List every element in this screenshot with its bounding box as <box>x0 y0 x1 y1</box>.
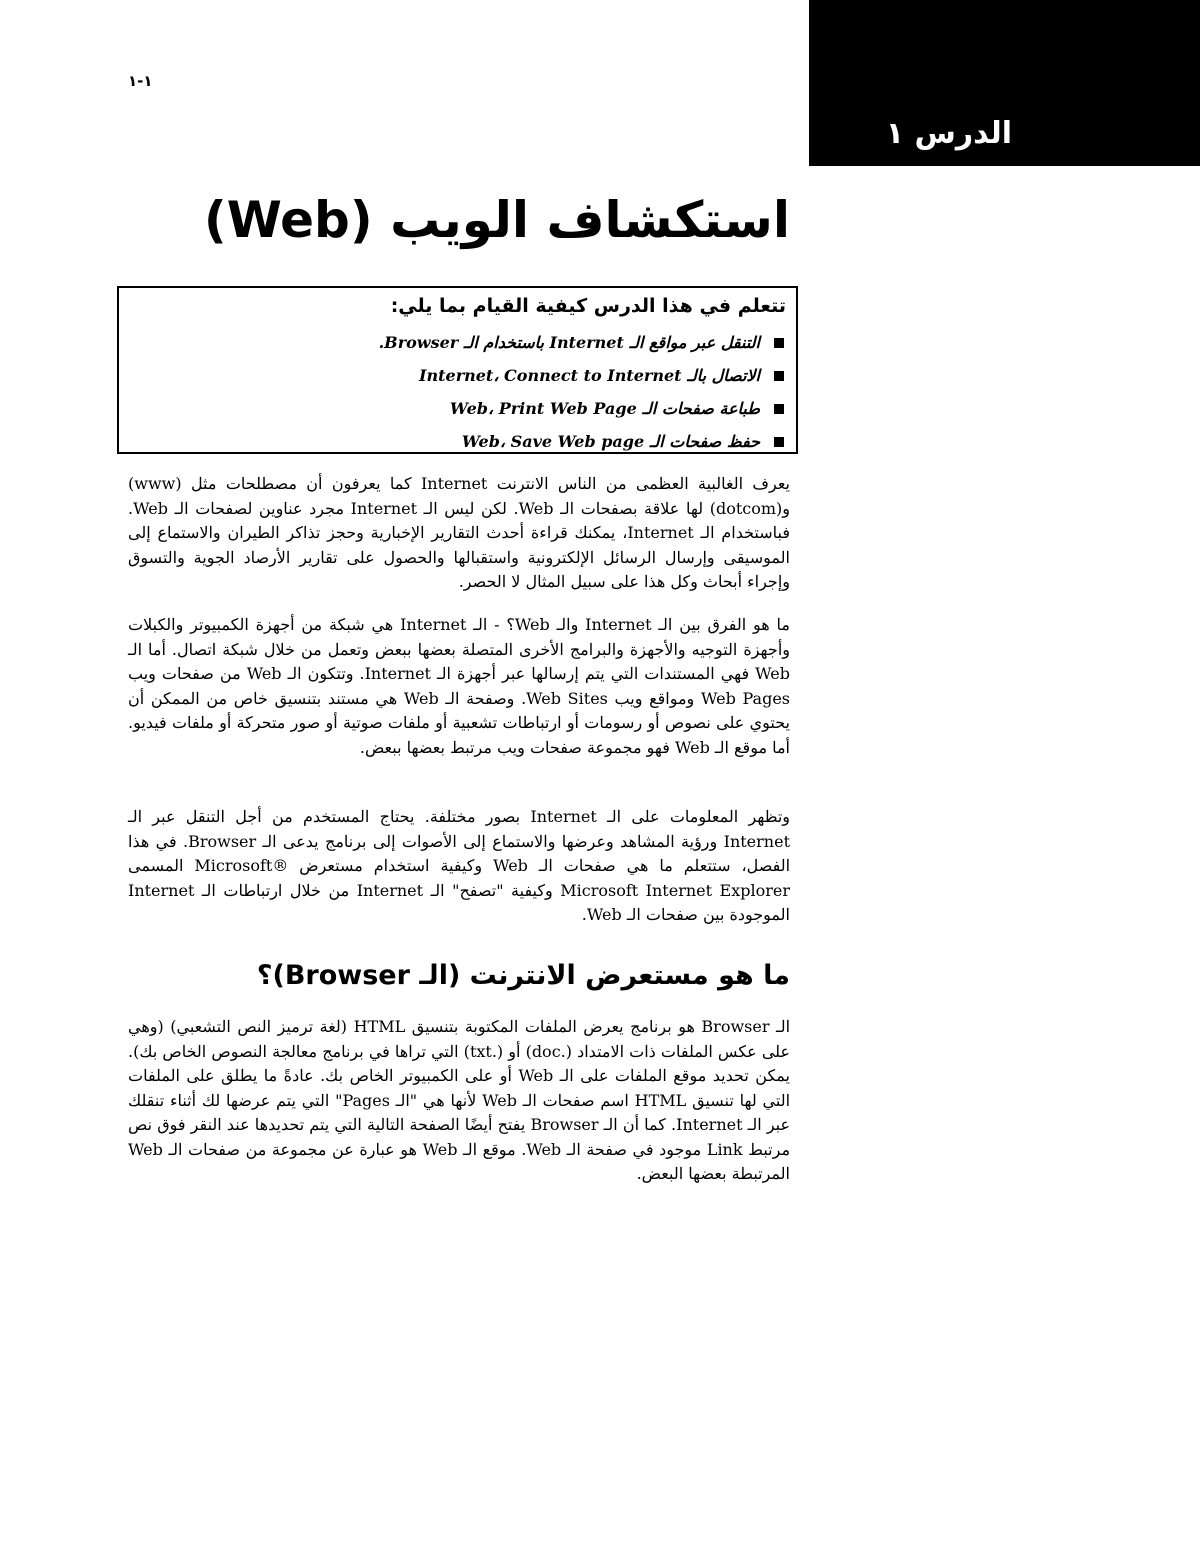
objectives-list <box>129 326 786 458</box>
objective-item <box>129 425 786 458</box>
objectives-heading: تتعلم في هذا الدرس كيفية القيام بما يلي: <box>390 295 786 317</box>
browser-definition-paragraph: الـ Browser هو برنامج يعرض الملفات المكتوبة بتنسيق HTML (لغة ترميز النص التشعبي) (وهي على عكس الملفات ذات الامتداد (.doc) أو (.txt) التي تراها في برنامج معالجة النصوص الخاص بك). يمكن تحديد موقع الملفات على الـ Web أو على الكمبيوتر الخاص بك. عادةً ما يطلق على الملفات التي لها تنسيق HTML اسم صفحات الـ Web لأنها هي "الـ Pages" التي يتم عرضها لك أثناء تنقلك عبر الـ Internet. كما أن الـ Browser يفتح أيضًا الصفحة التالية التي يتم تحديدها عند النقر فوق نص مرتبط Link موجود في صفحة الـ Web. موقع الـ Web هو عبارة عن مجموعة من صفحات الـ Web المرتبطة بعضها البعض. <box>128 1017 791 1183</box>
square-bullet-icon <box>774 404 784 414</box>
objective-text: الاتصال بالـ Internet، Connect to Internet <box>419 366 760 385</box>
browser-intro-paragraph: وتظهر المعلومات على الـ Internet بصور مختلفة. يحتاج المستخدم من أجل التنقل عبر الـ Internet ورؤية المشاهد وعرضها والاستماع إلى الأصوات إلى برنامج يدعى الـ Browser. في هذا الفصل، ستتعلم ما هي صفحات الـ Web وكيفية استخدام مستعرض ®Microsoft المسمى Microsoft Internet Explorer وكيفية "تصفح" الـ Internet من خلال ارتباطات الـ Internet الموجودة بين صفحات الـ Web. <box>128 807 791 924</box>
objectives-box <box>117 286 798 454</box>
objective-item <box>129 326 786 359</box>
square-bullet-icon <box>774 437 784 447</box>
intro-paragraph: يعرف الغالبية العظمى من الناس الانترنت Internet كما يعرفون أن مصطلحات مثل (www) و(dotcom) لها علاقة بصفحات الـ Web. لكن ليس الـ Internet مجرد عناوين لصفحات الـ Web. فباستخدام الـ Internet، يمكنك قراءة أحدث التقارير الإخبارية وحجز تذاكر الطيران والاستماع إلى الموسيقى وإرسال الرسائل الإلكترونية واستقبالها والحصول على تقارير الأرصاد الجوية والتسوق وإجراء أبحاث وكل هذا على سبيل المثال لا الحصر. <box>128 474 791 591</box>
internet-vs-web-paragraph: ما هو الفرق بين الـ Internet والـ Web؟ - الـ Internet هي شبكة من أجهزة الكمبيوتر والكبلات وأجهزة التوجيه والأجهزة والبرامج الأخرى المتصلة بعضها ببعض وتعمل من خلال شبكة اتصال. أما الـ Web فهي المستندات التي يتم إرسالها عبر أجهزة الـ Internet. وتتكون الـ Web من صفحات ويب Web Pages ومواقع ويب Web Sites. وصفحة الـ Web هي مستند بتنسيق خاص من الممكن أن يحتوي على نصوص أو رسومات أو ارتباطات تشعبية أو ملفات صوتية أو صور متحركة أو ملفات فيديو. أما موقع الـ Web فهو مجموعة صفحات ويب مرتبط بعضها ببعض. <box>128 615 791 757</box>
square-bullet-icon <box>774 371 784 381</box>
square-bullet-icon <box>774 338 784 348</box>
objective-text: طباعة صفحات الـ Web، Print Web Page <box>449 399 760 418</box>
objective-text: التنقل عبر مواقع الـ Internet باستخدام الـ Browser. <box>378 333 760 352</box>
objective-item <box>129 359 786 392</box>
section-heading: ما هو مستعرض الانترنت (الـ Browser)؟ <box>256 960 790 991</box>
page-title: استكشاف الويب (Web) <box>203 191 790 249</box>
page-number: ١-١ <box>128 72 153 90</box>
objective-text: حفظ صفحات الـ Web، Save Web page <box>461 432 760 451</box>
objective-item <box>129 392 786 425</box>
lesson-header-block <box>809 0 1200 166</box>
lesson-label: الدرس ١ <box>885 116 1012 151</box>
